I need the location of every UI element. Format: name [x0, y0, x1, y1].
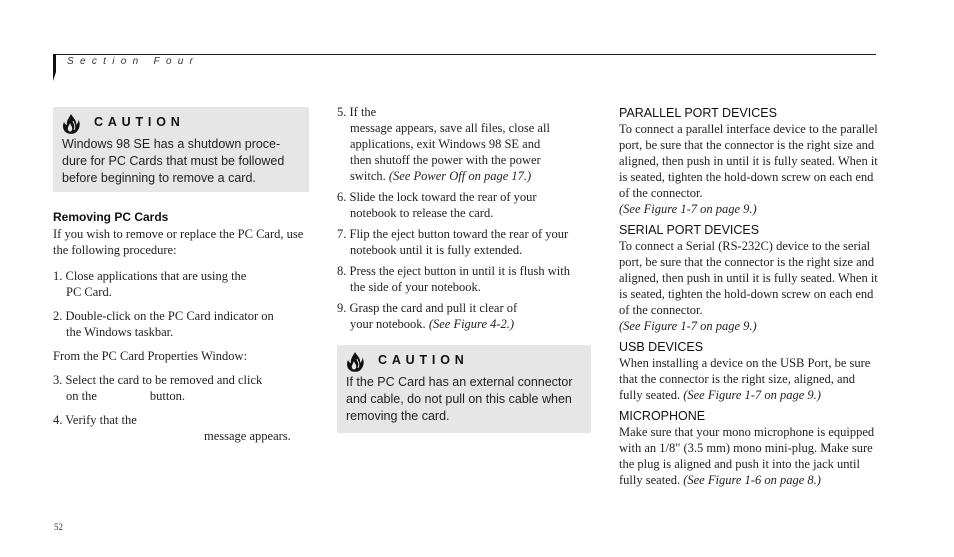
step-9-notebook: your notebook. — [350, 317, 426, 331]
intro-text: If you wish to remove or replace the PC Card, use the following procedure: — [53, 227, 304, 257]
from-window-text: From the PC Card Properties Window: — [53, 349, 248, 363]
caution-text: Windows 98 SE has a shutdown proce-dure for PC Cards that must be followed before beginning to remove a card. — [62, 137, 285, 185]
caution-title: CAUTION — [378, 353, 469, 367]
step-7-line-1: 7. Flip the eject button toward the rear of your — [337, 227, 569, 241]
step-4-line-2: message appears. — [204, 429, 291, 443]
serial-reference: (See Figure 1-7 on page 9.) — [619, 319, 757, 333]
step-3-line-1: 3. Select the card to be removed and click — [53, 373, 263, 387]
right-column — [619, 105, 879, 488]
caution-title: CAUTION — [94, 115, 185, 129]
subhead-removing-pc-cards: Removing PC Cards — [53, 210, 169, 224]
step-5-line-2: message appears, save all files, close all — [350, 121, 550, 135]
step-8-line-2: the side of your notebook. — [350, 280, 481, 294]
step-8-line-1: 8. Press the eject button in until it is flush with — [337, 264, 570, 278]
step-4-line-1: 4. Verify that the — [53, 413, 137, 427]
removing-pc-cards-section — [53, 209, 309, 258]
step-9-line-2 — [337, 316, 595, 332]
step-5-line-1: 5. If the — [337, 105, 377, 119]
mic-text: Make sure that your mono microphone is equipped with an 1/8" (3.5 mm) mono mini-plug. Make sure the plug is aligned and push it into the jack until fully seated. — [619, 425, 875, 487]
step-1-line-2: PC Card. — [66, 285, 112, 299]
caution-box-2 — [337, 345, 591, 433]
step-9-reference: (See Figure 4-2.) — [428, 317, 515, 331]
step-6-line-1: 6. Slide the lock toward the rear of your — [337, 190, 537, 204]
step-7-line-2: notebook until it is fully extended. — [350, 243, 523, 257]
header-tick-mark — [53, 54, 56, 81]
mic-reference: (See Figure 1-6 on page 8.) — [683, 473, 821, 487]
step-3-on-the: on the — [66, 389, 97, 403]
parallel-body: To connect a parallel interface device to the parallel port, be sure that the connector is the right size and aligned, then push in until it is fully seated. When it is seated, tighten the hold-down screw on each end of the connector. — [619, 122, 878, 200]
flame-caution-icon — [61, 113, 81, 135]
heading-serial-port-devices: SERIAL PORT DEVICES — [619, 223, 760, 237]
step-5-line-4: then shutoff the power with the power — [350, 153, 541, 167]
caution-box-1 — [53, 107, 309, 192]
serial-body: To connect a Serial (RS-232C) device to the serial port, be sure that the connector is the right size and aligned, then push in until it is fully seated. When it is seated, tighten the hold-down screw on each end of the connector. — [619, 239, 878, 317]
step-6-line-2: notebook to release the card. — [350, 206, 494, 220]
heading-parallel-port-devices: PARALLEL PORT DEVICES — [619, 106, 777, 120]
step-2-line-1: 2. Double-click on the PC Card indicator on — [53, 309, 274, 323]
heading-microphone: MICROPHONE — [619, 409, 706, 423]
step-2-line-2: the Windows taskbar. — [66, 325, 174, 339]
usb-reference: (See Figure 1-7 on page 9.) — [683, 388, 821, 402]
heading-usb-devices: USB DEVICES — [619, 340, 704, 354]
section-label: Section Four — [67, 56, 200, 67]
step-9-line-1: 9. Grasp the card and pull it clear of — [337, 301, 518, 315]
steps-1-4 — [53, 268, 309, 444]
usb-text: When installing a device on the USB Port, be sure that the connector is the right size, aligned, and fully seated. — [619, 356, 871, 402]
step-5-switch: switch. — [350, 169, 386, 183]
header-rule — [53, 54, 876, 55]
step-5-line-3: applications, exit Windows 98 SE and — [350, 137, 541, 151]
step-3-line-2 — [53, 388, 309, 404]
mic-body — [619, 424, 879, 488]
parallel-reference: (See Figure 1-7 on page 9.) — [619, 202, 757, 216]
page-number: 52 — [54, 522, 63, 532]
steps-5-9 — [337, 104, 595, 332]
step-3-button-word: button. — [149, 389, 185, 403]
usb-body — [619, 355, 879, 403]
caution-text: If the PC Card has an external connector and cable, do not pull on this cable when removing the card. — [346, 375, 573, 423]
step-5-line-5 — [337, 168, 595, 184]
step-5-reference: (See Power Off on page 17.) — [388, 169, 532, 183]
flame-caution-icon — [345, 351, 365, 373]
step-1-line-1: 1. Close applications that are using the — [53, 269, 247, 283]
